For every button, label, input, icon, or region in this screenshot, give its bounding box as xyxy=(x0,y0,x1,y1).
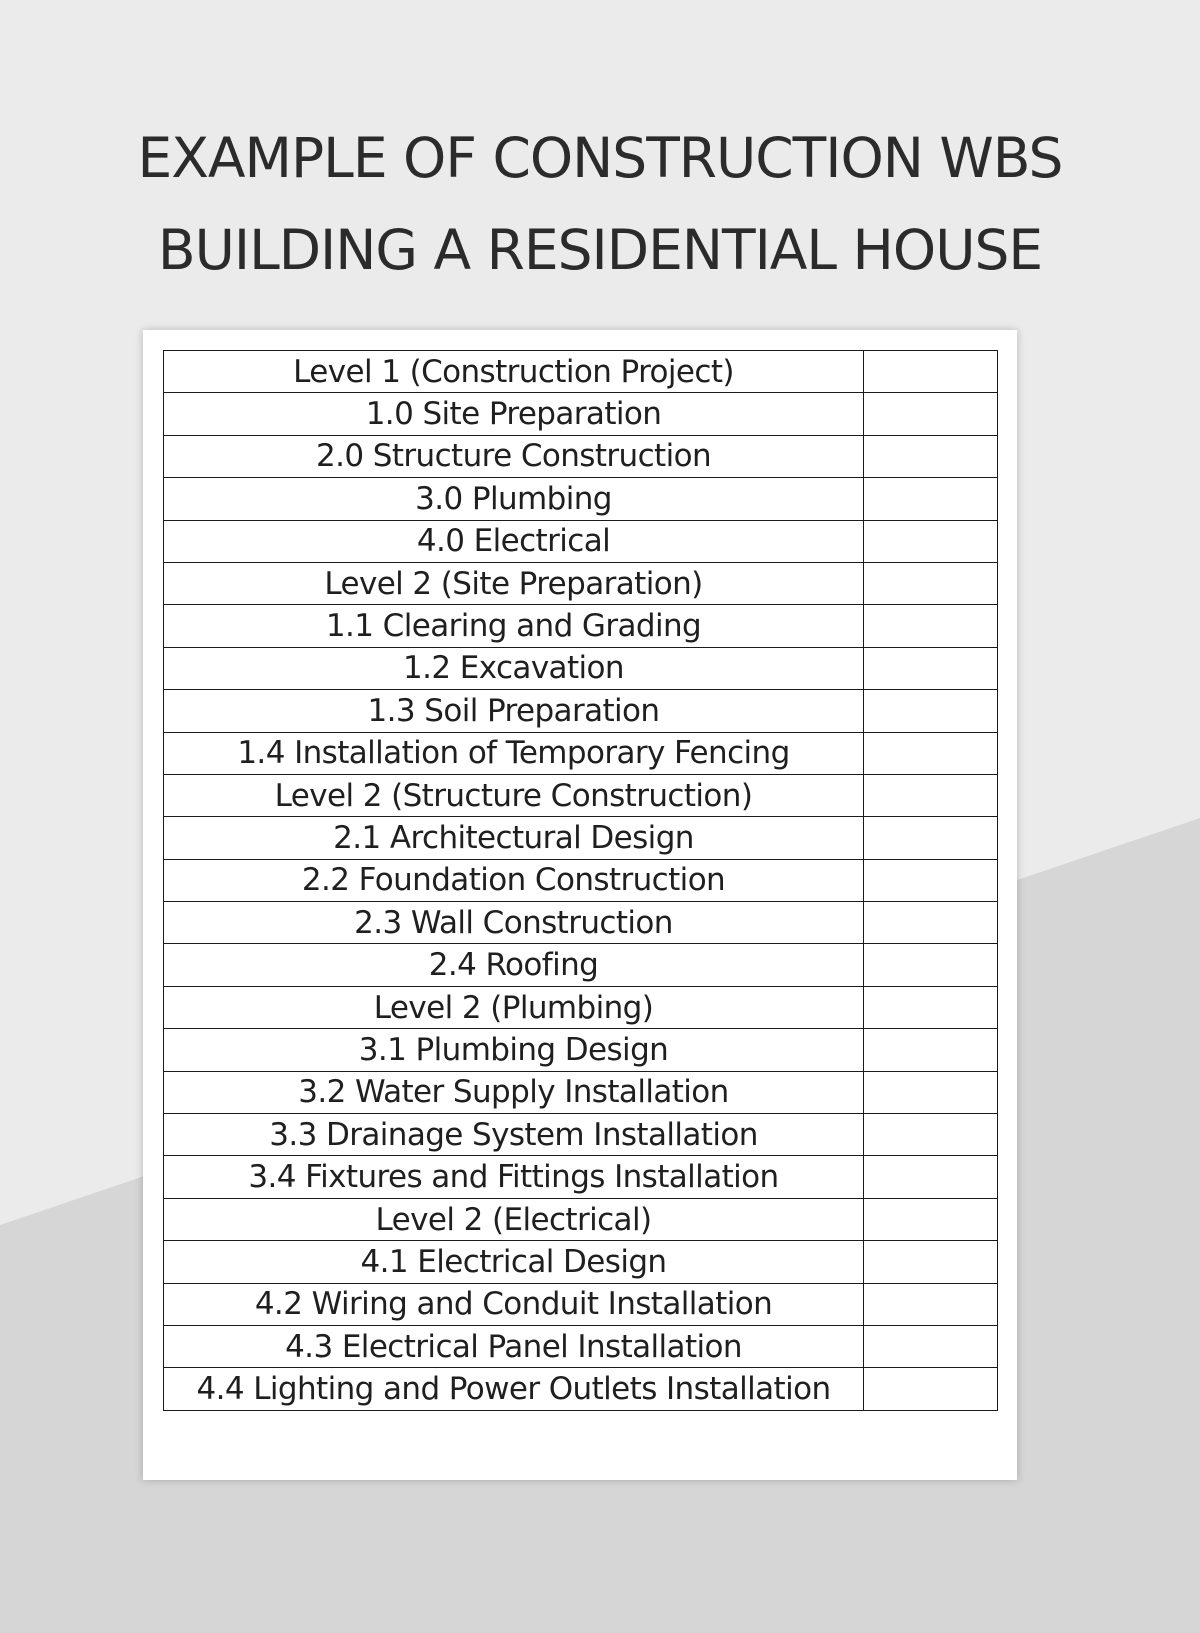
value-cell[interactable] xyxy=(864,902,998,944)
table-row xyxy=(164,859,998,901)
value-cell[interactable] xyxy=(864,774,998,816)
table-row xyxy=(164,520,998,562)
value-cell[interactable] xyxy=(864,605,998,647)
task-cell[interactable]: Level 2 (Electrical) xyxy=(164,1198,864,1240)
task-cell[interactable]: Level 1 (Construction Project) xyxy=(164,351,864,393)
page-title-line-1: EXAMPLE OF CONSTRUCTION WBS xyxy=(137,126,1063,190)
value-cell[interactable] xyxy=(864,647,998,689)
value-cell[interactable] xyxy=(864,1071,998,1113)
value-cell[interactable] xyxy=(864,351,998,393)
table-row xyxy=(164,1325,998,1367)
table-row xyxy=(164,478,998,520)
value-cell[interactable] xyxy=(864,817,998,859)
value-cell[interactable] xyxy=(864,1283,998,1325)
task-cell[interactable]: 4.4 Lighting and Power Outlets Installation xyxy=(164,1368,864,1410)
task-cell[interactable]: 2.4 Roofing xyxy=(164,944,864,986)
wbs-table-body xyxy=(164,351,998,1411)
task-cell[interactable]: 3.2 Water Supply Installation xyxy=(164,1071,864,1113)
table-row xyxy=(164,1114,998,1156)
value-cell[interactable] xyxy=(864,1114,998,1156)
task-cell[interactable]: 3.1 Plumbing Design xyxy=(164,1029,864,1071)
table-row xyxy=(164,732,998,774)
value-cell[interactable] xyxy=(864,1029,998,1071)
task-cell[interactable]: 4.1 Electrical Design xyxy=(164,1241,864,1283)
value-cell[interactable] xyxy=(864,944,998,986)
task-cell[interactable]: 1.4 Installation of Temporary Fencing xyxy=(164,732,864,774)
table-row xyxy=(164,562,998,604)
task-cell[interactable]: 1.2 Excavation xyxy=(164,647,864,689)
table-row xyxy=(164,774,998,816)
table-row xyxy=(164,605,998,647)
task-cell[interactable]: 3.4 Fixtures and Fittings Installation xyxy=(164,1156,864,1198)
table-row xyxy=(164,944,998,986)
task-cell[interactable]: 2.3 Wall Construction xyxy=(164,902,864,944)
table-row xyxy=(164,986,998,1028)
table-row xyxy=(164,1283,998,1325)
value-cell[interactable] xyxy=(864,520,998,562)
task-cell[interactable]: Level 2 (Site Preparation) xyxy=(164,562,864,604)
table-row xyxy=(164,690,998,732)
wbs-table xyxy=(163,350,998,1411)
value-cell[interactable] xyxy=(864,435,998,477)
table-row xyxy=(164,1241,998,1283)
table-row xyxy=(164,1368,998,1410)
task-cell[interactable]: 4.0 Electrical xyxy=(164,520,864,562)
value-cell[interactable] xyxy=(864,562,998,604)
task-cell[interactable]: 3.0 Plumbing xyxy=(164,478,864,520)
task-cell[interactable]: 3.3 Drainage System Installation xyxy=(164,1114,864,1156)
task-cell[interactable]: 4.3 Electrical Panel Installation xyxy=(164,1325,864,1367)
table-row xyxy=(164,435,998,477)
value-cell[interactable] xyxy=(864,859,998,901)
task-cell[interactable]: 2.1 Architectural Design xyxy=(164,817,864,859)
wbs-sheet xyxy=(143,330,1017,1480)
value-cell[interactable] xyxy=(864,393,998,435)
page-title-line-2: BUILDING A RESIDENTIAL HOUSE xyxy=(157,218,1043,282)
table-row xyxy=(164,1071,998,1113)
value-cell[interactable] xyxy=(864,986,998,1028)
value-cell[interactable] xyxy=(864,1368,998,1410)
table-row xyxy=(164,1029,998,1071)
task-cell[interactable]: 1.0 Site Preparation xyxy=(164,393,864,435)
table-row xyxy=(164,393,998,435)
task-cell[interactable]: 4.2 Wiring and Conduit Installation xyxy=(164,1283,864,1325)
value-cell[interactable] xyxy=(864,690,998,732)
value-cell[interactable] xyxy=(864,1156,998,1198)
task-cell[interactable]: Level 2 (Structure Construction) xyxy=(164,774,864,816)
table-row xyxy=(164,351,998,393)
task-cell[interactable]: Level 2 (Plumbing) xyxy=(164,986,864,1028)
task-cell[interactable]: 1.3 Soil Preparation xyxy=(164,690,864,732)
table-row xyxy=(164,1198,998,1240)
value-cell[interactable] xyxy=(864,1241,998,1283)
task-cell[interactable]: 1.1 Clearing and Grading xyxy=(164,605,864,647)
value-cell[interactable] xyxy=(864,732,998,774)
table-row xyxy=(164,817,998,859)
value-cell[interactable] xyxy=(864,1198,998,1240)
value-cell[interactable] xyxy=(864,1325,998,1367)
task-cell[interactable]: 2.2 Foundation Construction xyxy=(164,859,864,901)
table-row xyxy=(164,647,998,689)
page-title xyxy=(0,112,1200,296)
value-cell[interactable] xyxy=(864,478,998,520)
table-row xyxy=(164,902,998,944)
task-cell[interactable]: 2.0 Structure Construction xyxy=(164,435,864,477)
table-row xyxy=(164,1156,998,1198)
